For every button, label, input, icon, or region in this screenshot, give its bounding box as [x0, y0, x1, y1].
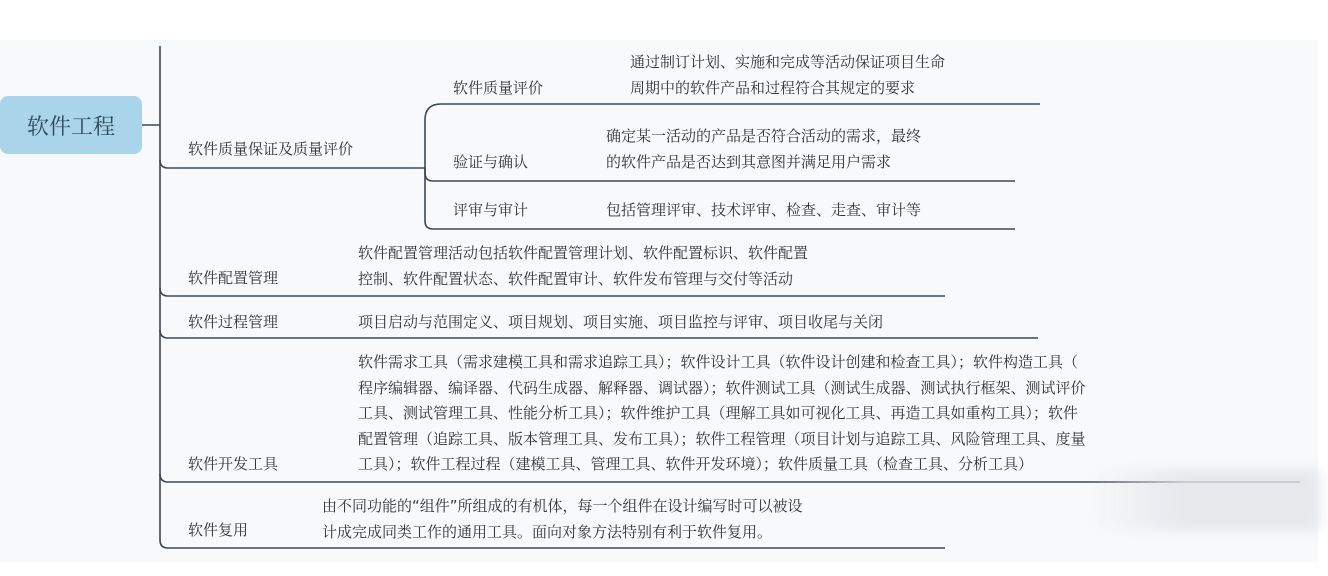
- qa-underline: [160, 160, 425, 168]
- reuse-desc: [322, 494, 803, 545]
- branch-reuse-label[interactable]: 软件复用: [188, 521, 249, 539]
- tools-desc-line3: 工具、测试管理工具、性能分析工具）；软件维护工具（理解工具如可视化工具、再造工具如重构工具）；软件: [358, 404, 1079, 422]
- qa-vv-desc-line2: 的软件产品是否达到其意图并满足用户需求: [606, 152, 892, 171]
- qa-eval-desc-line1: 通过制订计划、实施和完成等活动保证项目生命: [630, 53, 946, 71]
- reuse-desc-line1: 由不同功能的“组件”所组成的有机体，每一个组件在设计编写时可以被设: [322, 497, 803, 515]
- qa-vv-desc-line1: 确定某一活动的产品是否符合活动的需求，最终: [606, 127, 922, 145]
- branch-process-label[interactable]: 软件过程管理: [188, 313, 279, 331]
- qa-eval-desc: [630, 50, 945, 101]
- qa-vv-label[interactable]: 验证与确认: [453, 153, 529, 171]
- tools-desc-line2: 程序编辑器、编译器、代码生成器、解释器、调试器）；软件测试工具（测试生成器、测试执行框架、测试评价: [358, 378, 1086, 397]
- reuse-desc-line2: 计成完成同类工作的通用工具。面向对象方法特别有利于软件复用。: [322, 522, 773, 541]
- config-desc-line2: 控制、软件配置状态、软件配置审计、软件发布管理与交付等活动: [358, 269, 794, 288]
- tools-desc-line5: 工具）；软件工程过程（建模工具、管理工具、软件开发环境）；软件质量工具（检查工具、分析工具）: [358, 455, 1034, 473]
- tools-desc-line4: 配置管理（追踪工具、版本管理工具、发布工具）；软件工程管理（项目计划与追踪工具、风险管理工具、度量: [358, 429, 1086, 448]
- qa-audit-label[interactable]: 评审与审计: [453, 201, 529, 219]
- watermark-blur: [1090, 470, 1320, 530]
- process-desc: 项目启动与范围定义、项目规划、项目实施、项目监控与评审、项目收尾与关闭: [358, 313, 884, 331]
- config-desc-line1: 软件配置管理活动包括软件配置管理计划、软件配置标识、软件配置: [358, 244, 809, 262]
- qa-vv-desc: [606, 124, 921, 175]
- branch-qa-label[interactable]: 软件质量保证及质量评价: [188, 140, 354, 158]
- qa-eval-desc-line2: 周期中的软件产品和过程符合其规定的要求: [630, 78, 916, 97]
- root-node[interactable]: [0, 96, 142, 154]
- qa-audit-desc: 包括管理评审、技术评审、检查、走查、审计等: [606, 201, 922, 219]
- tools-desc-line1: 软件需求工具（需求建模工具和需求追踪工具）；软件设计工具（软件设计创建和检查工具）；软件构造工具（: [358, 353, 1079, 371]
- branch-tools-label[interactable]: 软件开发工具: [188, 455, 279, 473]
- tools-desc: [358, 350, 1086, 478]
- qa-eval-label[interactable]: 软件质量评价: [453, 79, 544, 97]
- config-desc: [358, 241, 808, 292]
- root-label: 软件工程: [26, 114, 115, 140]
- branch-config-label[interactable]: 软件配置管理: [188, 269, 279, 287]
